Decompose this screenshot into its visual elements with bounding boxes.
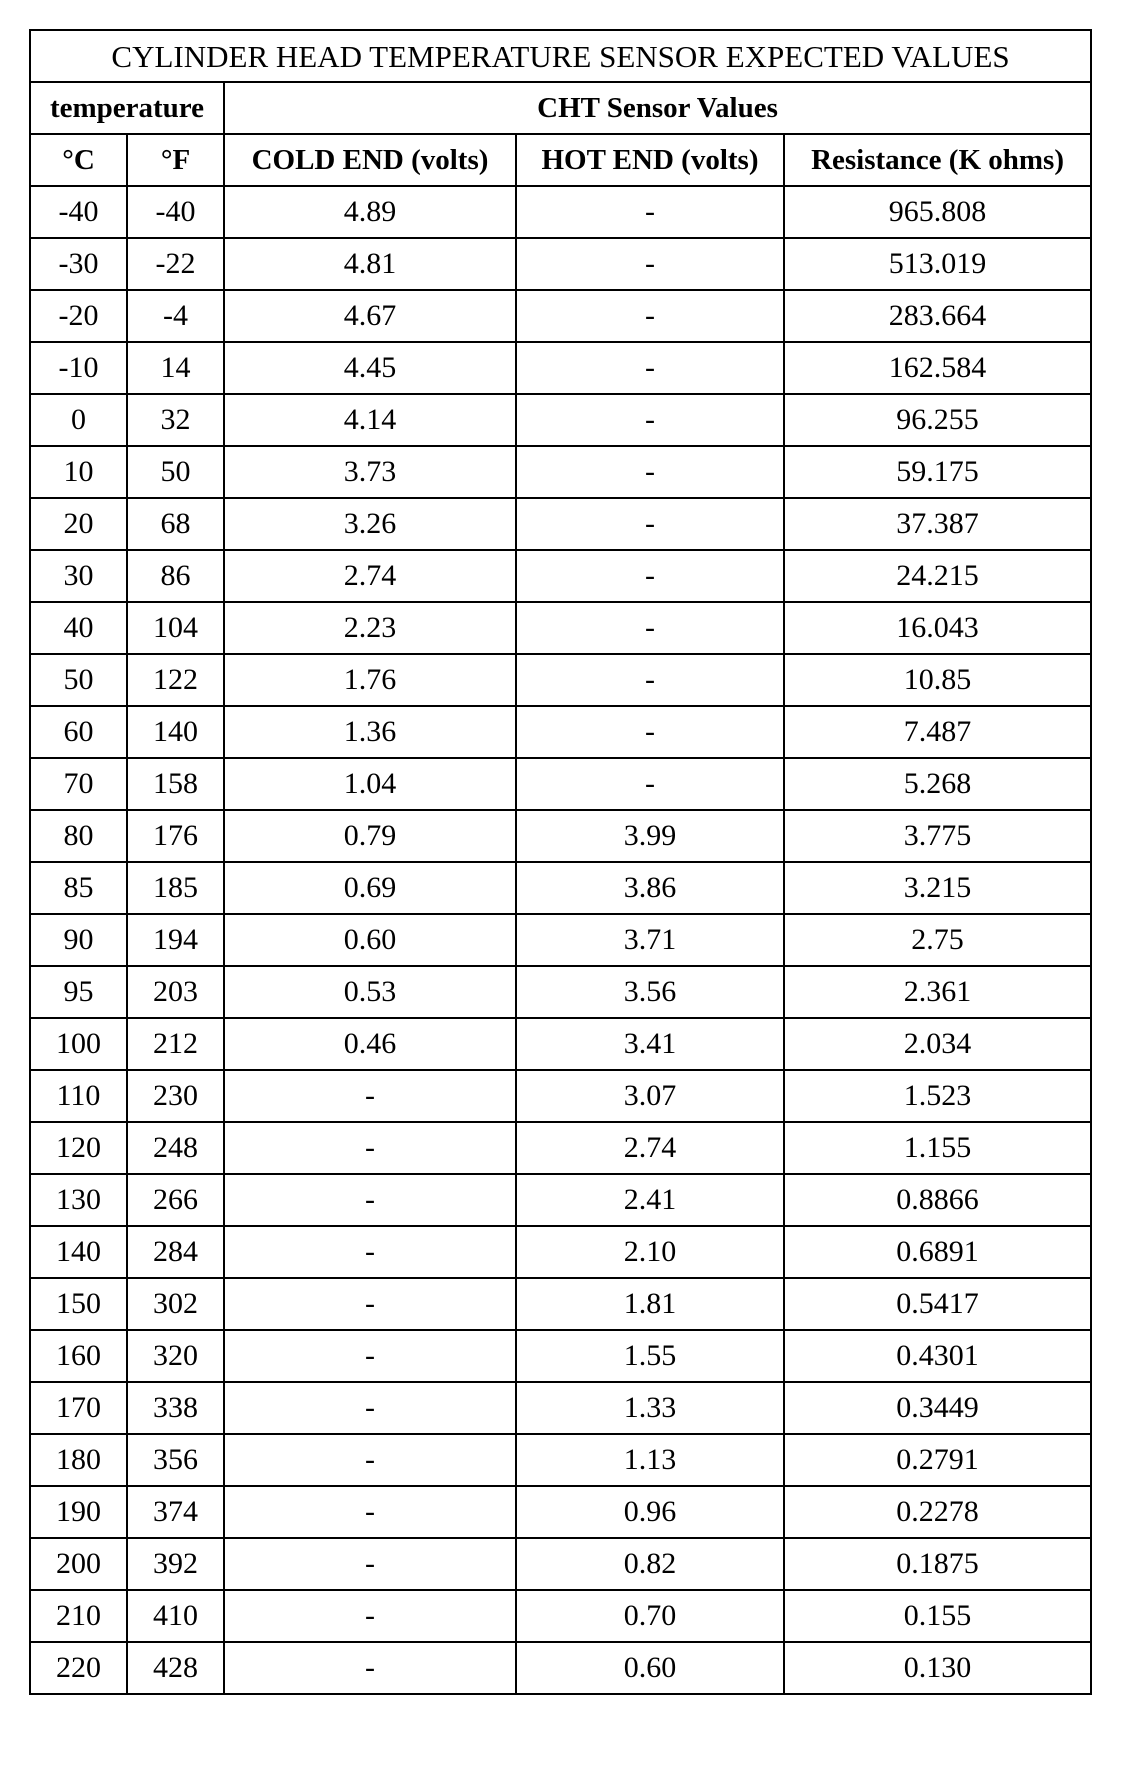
title-row [30,30,1091,82]
table-row [30,602,1091,654]
cell-hot-end: - [516,706,784,758]
cell-cold-end: 0.53 [224,966,516,1018]
cell-cold-end: - [224,1330,516,1382]
cell-fahrenheit: -4 [127,290,224,342]
table-row [30,706,1091,758]
cell-resistance: 0.8866 [784,1174,1091,1226]
table-row [30,862,1091,914]
cell-fahrenheit: 338 [127,1382,224,1434]
table-row [30,1590,1091,1642]
group-header-row [30,82,1091,134]
cell-fahrenheit: 230 [127,1070,224,1122]
cell-cold-end: - [224,1174,516,1226]
table-row [30,186,1091,238]
cell-resistance: 162.584 [784,342,1091,394]
table-row [30,1434,1091,1486]
table-row [30,1226,1091,1278]
cell-hot-end: - [516,290,784,342]
cell-resistance: 965.808 [784,186,1091,238]
sensor-group-header: CHT Sensor Values [224,82,1091,134]
cell-resistance: 0.2791 [784,1434,1091,1486]
cell-celsius: -20 [30,290,127,342]
cht-expected-values-table [29,29,1092,1695]
cell-fahrenheit: 68 [127,498,224,550]
cell-resistance: 7.487 [784,706,1091,758]
cell-celsius: 30 [30,550,127,602]
cell-cold-end: - [224,1590,516,1642]
cell-hot-end: 2.10 [516,1226,784,1278]
table-row [30,1382,1091,1434]
cell-celsius: 95 [30,966,127,1018]
cell-resistance: 24.215 [784,550,1091,602]
cell-celsius: 120 [30,1122,127,1174]
cell-celsius: 50 [30,654,127,706]
cell-resistance: 283.664 [784,290,1091,342]
cell-celsius: 170 [30,1382,127,1434]
cell-cold-end: - [224,1538,516,1590]
cell-cold-end: 4.14 [224,394,516,446]
cell-fahrenheit: 212 [127,1018,224,1070]
column-header-fahrenheit: °F [127,134,224,186]
cell-hot-end: - [516,602,784,654]
column-header-resistance: Resistance (K ohms) [784,134,1091,186]
cell-cold-end: 0.69 [224,862,516,914]
cell-celsius: 200 [30,1538,127,1590]
cell-fahrenheit: 203 [127,966,224,1018]
cell-cold-end: - [224,1122,516,1174]
cell-resistance: 3.215 [784,862,1091,914]
table-row [30,446,1091,498]
cell-fahrenheit: 410 [127,1590,224,1642]
cell-celsius: 70 [30,758,127,810]
cell-hot-end: 1.13 [516,1434,784,1486]
cell-fahrenheit: 122 [127,654,224,706]
cell-hot-end: 1.55 [516,1330,784,1382]
cell-cold-end: 1.04 [224,758,516,810]
cell-cold-end: - [224,1070,516,1122]
cell-resistance: 2.034 [784,1018,1091,1070]
cell-cold-end: 4.81 [224,238,516,290]
cell-celsius: 150 [30,1278,127,1330]
cell-celsius: 130 [30,1174,127,1226]
cell-resistance: 1.523 [784,1070,1091,1122]
cell-fahrenheit: 185 [127,862,224,914]
cell-hot-end: 3.56 [516,966,784,1018]
cell-celsius: 20 [30,498,127,550]
cell-hot-end: 3.99 [516,810,784,862]
cell-hot-end: - [516,342,784,394]
cell-resistance: 0.6891 [784,1226,1091,1278]
cell-resistance: 0.3449 [784,1382,1091,1434]
table-row [30,1018,1091,1070]
cell-cold-end: 4.89 [224,186,516,238]
cell-fahrenheit: 374 [127,1486,224,1538]
cell-hot-end: 2.74 [516,1122,784,1174]
cell-hot-end: 3.07 [516,1070,784,1122]
cell-resistance: 96.255 [784,394,1091,446]
cell-cold-end: - [224,1226,516,1278]
cell-hot-end: 0.70 [516,1590,784,1642]
cell-resistance: 513.019 [784,238,1091,290]
cell-celsius: 10 [30,446,127,498]
table-row [30,550,1091,602]
table-row [30,1278,1091,1330]
table-row [30,498,1091,550]
cell-fahrenheit: 194 [127,914,224,966]
table-row [30,914,1091,966]
cell-celsius: 85 [30,862,127,914]
cell-celsius: 190 [30,1486,127,1538]
cell-resistance: 16.043 [784,602,1091,654]
cell-cold-end: 1.36 [224,706,516,758]
cell-resistance: 10.85 [784,654,1091,706]
cell-celsius: -10 [30,342,127,394]
cell-fahrenheit: 86 [127,550,224,602]
cell-celsius: 220 [30,1642,127,1694]
cell-fahrenheit: 392 [127,1538,224,1590]
cell-cold-end: 0.46 [224,1018,516,1070]
cell-resistance: 59.175 [784,446,1091,498]
cell-cold-end: 1.76 [224,654,516,706]
cell-hot-end: - [516,394,784,446]
cell-fahrenheit: 428 [127,1642,224,1694]
cell-cold-end: 2.23 [224,602,516,654]
table-row [30,1174,1091,1226]
cell-fahrenheit: 266 [127,1174,224,1226]
column-header-hot-end: HOT END (volts) [516,134,784,186]
cell-celsius: 80 [30,810,127,862]
cell-fahrenheit: 32 [127,394,224,446]
cell-cold-end: 3.73 [224,446,516,498]
cell-fahrenheit: 158 [127,758,224,810]
table-row [30,1538,1091,1590]
cell-hot-end: 3.41 [516,1018,784,1070]
cell-resistance: 0.155 [784,1590,1091,1642]
cell-fahrenheit: 176 [127,810,224,862]
table-row [30,1070,1091,1122]
column-header-cold-end: COLD END (volts) [224,134,516,186]
cell-hot-end: 1.81 [516,1278,784,1330]
cell-fahrenheit: 320 [127,1330,224,1382]
cell-celsius: 180 [30,1434,127,1486]
cell-celsius: 0 [30,394,127,446]
cell-cold-end: 4.67 [224,290,516,342]
cell-cold-end: 0.60 [224,914,516,966]
cell-fahrenheit: 248 [127,1122,224,1174]
cell-celsius: 210 [30,1590,127,1642]
cell-resistance: 0.130 [784,1642,1091,1694]
temperature-group-header: temperature [30,82,224,134]
cell-fahrenheit: 140 [127,706,224,758]
table-row [30,342,1091,394]
cell-hot-end: 3.86 [516,862,784,914]
cell-fahrenheit: -40 [127,186,224,238]
table-row [30,238,1091,290]
table-row [30,758,1091,810]
cell-hot-end: - [516,654,784,706]
cell-resistance: 5.268 [784,758,1091,810]
table-row [30,1486,1091,1538]
cell-hot-end: - [516,238,784,290]
cell-fahrenheit: 356 [127,1434,224,1486]
table-title: CYLINDER HEAD TEMPERATURE SENSOR EXPECTED VALUES [30,30,1091,82]
cell-fahrenheit: 302 [127,1278,224,1330]
cell-hot-end: - [516,550,784,602]
cell-celsius: 40 [30,602,127,654]
cell-hot-end: - [516,446,784,498]
cell-celsius: 140 [30,1226,127,1278]
cell-celsius: 90 [30,914,127,966]
cell-resistance: 0.1875 [784,1538,1091,1590]
cell-resistance: 0.5417 [784,1278,1091,1330]
column-header-row [30,134,1091,186]
cell-hot-end: 0.96 [516,1486,784,1538]
cell-fahrenheit: 104 [127,602,224,654]
cell-hot-end: 0.82 [516,1538,784,1590]
cell-fahrenheit: -22 [127,238,224,290]
cell-hot-end: 2.41 [516,1174,784,1226]
cell-fahrenheit: 50 [127,446,224,498]
cell-hot-end: 1.33 [516,1382,784,1434]
table-row [30,966,1091,1018]
cell-cold-end: 3.26 [224,498,516,550]
table-row [30,1330,1091,1382]
cell-celsius: -30 [30,238,127,290]
cell-resistance: 1.155 [784,1122,1091,1174]
table-body [30,186,1091,1694]
cell-cold-end: - [224,1434,516,1486]
table-row [30,290,1091,342]
column-header-celsius: °C [30,134,127,186]
cell-hot-end: - [516,758,784,810]
cell-fahrenheit: 14 [127,342,224,394]
cell-fahrenheit: 284 [127,1226,224,1278]
table-row [30,394,1091,446]
cell-celsius: 110 [30,1070,127,1122]
cell-hot-end: 3.71 [516,914,784,966]
cell-resistance: 3.775 [784,810,1091,862]
cell-cold-end: - [224,1382,516,1434]
cell-resistance: 37.387 [784,498,1091,550]
cell-resistance: 2.361 [784,966,1091,1018]
cell-cold-end: - [224,1278,516,1330]
table-row [30,1642,1091,1694]
cell-cold-end: - [224,1642,516,1694]
cell-cold-end: - [224,1486,516,1538]
cell-resistance: 2.75 [784,914,1091,966]
cell-resistance: 0.2278 [784,1486,1091,1538]
cell-cold-end: 4.45 [224,342,516,394]
cell-cold-end: 0.79 [224,810,516,862]
cell-hot-end: - [516,186,784,238]
cell-celsius: -40 [30,186,127,238]
cell-hot-end: - [516,498,784,550]
cell-celsius: 100 [30,1018,127,1070]
cell-resistance: 0.4301 [784,1330,1091,1382]
cell-cold-end: 2.74 [224,550,516,602]
table-row [30,1122,1091,1174]
table-row [30,810,1091,862]
cell-hot-end: 0.60 [516,1642,784,1694]
cell-celsius: 160 [30,1330,127,1382]
cell-celsius: 60 [30,706,127,758]
table-row [30,654,1091,706]
